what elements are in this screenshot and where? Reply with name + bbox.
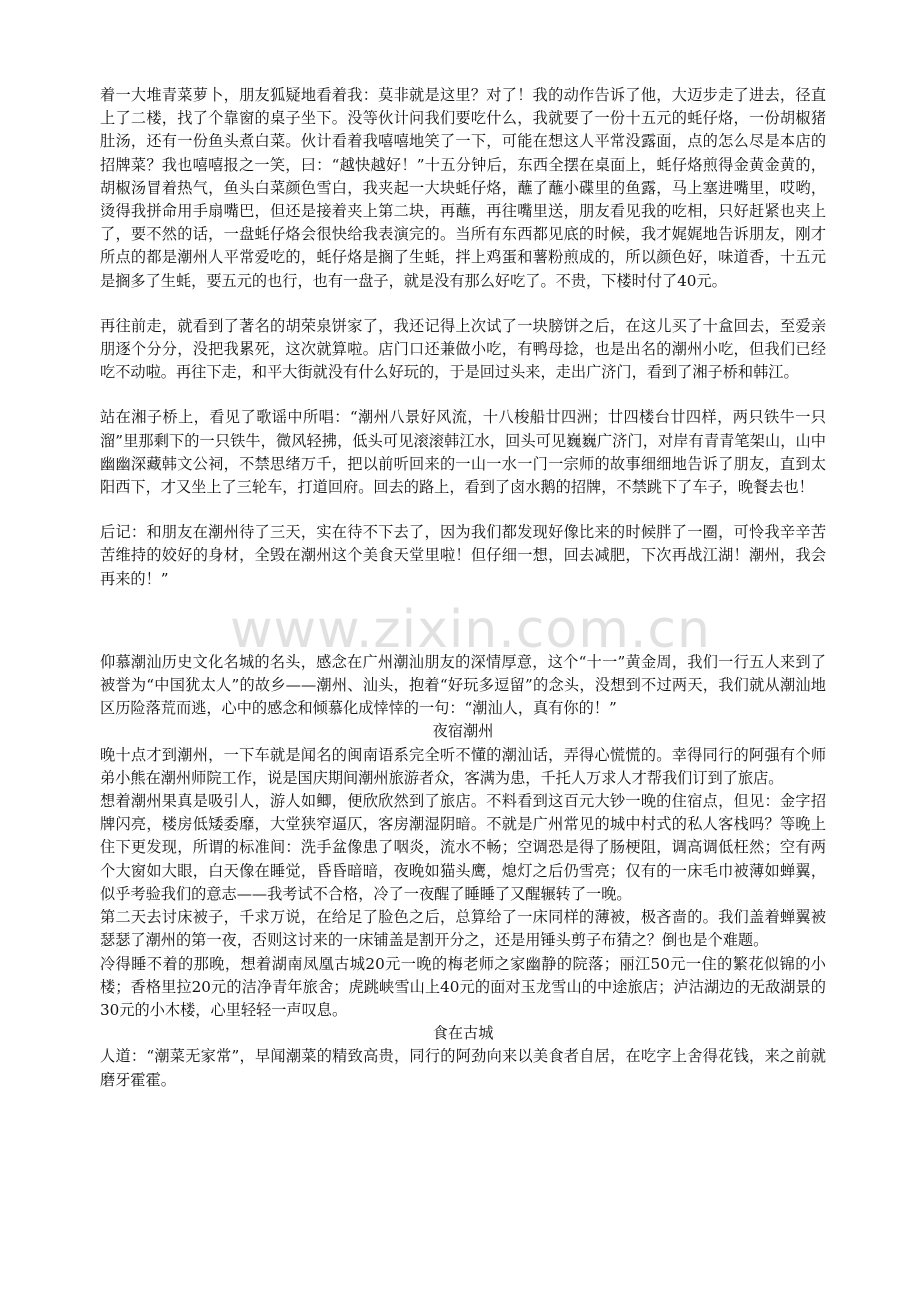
paragraph: 晚十点才到潮州，一下车就是闻名的闽南语系完全听不懂的潮汕话，弄得心慌慌的。幸得同行的阿强有个师弟小熊在潮州师院工作，说是国庆期间潮州旅游者众，客满为患，千托人万求人才帮我们订到了旅店。 <box>100 745 826 787</box>
paragraph: 人道：“潮菜无家常”，早闻潮菜的精致高贵，同行的阿劲向来以美食者自居，在吃字上舍得花钱，来之前就磨牙霍霍。 <box>100 1047 826 1089</box>
section-heading: 食在古城 <box>432 1024 494 1043</box>
paragraph: 再往前走，就看到了著名的胡荣泉饼家了，我还记得上次试了一块膀饼之后，在这儿买了十盒回去，至爱亲朋逐个分分，没把我累死，这次就算啦。店门口还兼做小吃，有鸭母捻，也是出名的潮州小吃，但我们已经吃不动啦。再往下走，和平大街就没有什么好玩的，于是回过头来，走出广济门，看到了湘子桥和韩江。 <box>100 316 826 382</box>
section-heading: 夜宿潮州 <box>432 722 494 741</box>
document-page <box>100 84 826 1092</box>
intro-paragraph: 仰慕潮汕历史文化名城的名头，感念在广州潮汕朋友的深情厚意，这个“十一”黄金周，我们一行五人来到了被誉为“中国犹太人”的故乡——潮州、汕头，抱着“好玩多逗留”的念头，没想到不过两天，我们就从潮汕地区历险落荒而逃，心中的感念和倾慕化成悻悻的一句：“潮汕人，真有你的！” <box>100 652 826 718</box>
watermark: www.zixin.com.cn <box>230 600 711 660</box>
paragraph: 想着潮州果真是吸引人，游人如鲫，便欣欣然到了旅店。不料看到这百元大钞一晚的住宿点，但见：金字招牌闪亮，楼房低矮委靡，大堂狭窄逼仄，客房潮湿阴暗。不就是广州常见的城中村式的私人客栈吗？等晚上住下更发现，所谓的标准间：洗手盆像患了咽炎，流水不畅；空调恐是得了肠梗阻，调高调低枉然；空有两个大窗如大眼，白天像在睡觉，昏昏暗暗，夜晚如猫头鹰，熄灯之后仍雪亮；仅有的一床毛巾被薄如蝉翼，似乎考验我们的意志——我考试不合格，冷了一夜醒了睡睡了又醒辗转了一晚。 <box>100 792 826 903</box>
paragraph: 后记：和朋友在潮州待了三天，实在待不下去了，因为我们都发现好像比来的时候胖了一圈，可怜我辛辛苦苦维持的姣好的身材，全毁在潮州这个美食天堂里啦！但仔细一想，回去减肥，下次再战江湖！潮州，我会再来的！” <box>100 523 826 588</box>
paragraph: 第二天去讨床被子，千求万说，在给足了脸色之后，总算给了一床同样的薄被，极吝啬的。我们盖着蝉翼被瑟瑟了潮州的第一夜，否则这讨来的一床铺盖是割开分之，还是用锤头剪子布猜之？倒也是个难题。 <box>100 908 826 950</box>
paragraph: 冷得睡不着的那晚，想着湖南凤凰古城20元一晚的梅老师之家幽静的院落；丽江50元一住的繁花似锦的小楼；香格里拉20元的洁净青年旅舍；虎跳峡雪山上40元的面对玉龙雪山的中途旅店；泸沽湖边的无敌湖景的30元的小木楼，心里轻轻一声叹息。 <box>100 954 826 1019</box>
paragraph: 着一大堆青菜萝卜，朋友狐疑地看着我：莫非就是这里？对了！我的动作告诉了他，大迈步走了进去，径直上了二楼，找了个靠窗的桌子坐下。没等伙计问我们要吃什么，我就要了一份十五元的蚝仔烙，一份胡椒猪肚汤，还有一份鱼头煮白菜。伙计看着我嘻嘻地笑了一下，可能在想这人平常没露面，点的怎么尽是本店的招牌菜？我也嘻嘻报之一笑，曰：“越快越好！”十五分钟后，东西全摆在桌面上，蚝仔烙煎得金黄金黄的，胡椒汤冒着热气，鱼头白菜颜色雪白，我夹起一大块蚝仔烙，蘸了蘸小碟里的鱼露，马上塞进嘴里，哎哟，烫得我拼命用手扇嘴巴，但还是接着夹上第二块，再蘸，再往嘴里送，朋友看见我的吃相，只好赶紧也夹上了，要不然的话，一盘蚝仔烙会很快给我表演完的。当所有东西都见底的时候，我才娓娓地告诉朋友，刚才所点的都是潮州人平常爱吃的，蚝仔烙是搁了生蚝，拌上鸡蛋和薯粉煎成的，所以颜色好，味道香，十五元是搁多了生蚝，要五元的也行，也有一盘子，就是没有那么好吃了。不贵，下楼时付了40元。 <box>100 86 826 290</box>
paragraph: 站在湘子桥上，看见了歌谣中所唱：“潮州八景好风流，十八梭船廿四洲；廿四楼台廿四样，两只铁牛一只溜”里那剩下的一只铁牛，微风轻拂，低头可见滚滚韩江水，回头可见巍巍广济门，对岸有青青笔架山，山中幽幽深藏韩文公祠，不禁思绪万千，把以前听回来的一山一水一门一宗师的故事细细地告诉了朋友，直到太阳西下，才又坐上了三轮车，打道回府。回去的路上，看到了卤水鹅的招牌，不禁跳下了车子，晚餐去也！ <box>100 408 826 497</box>
